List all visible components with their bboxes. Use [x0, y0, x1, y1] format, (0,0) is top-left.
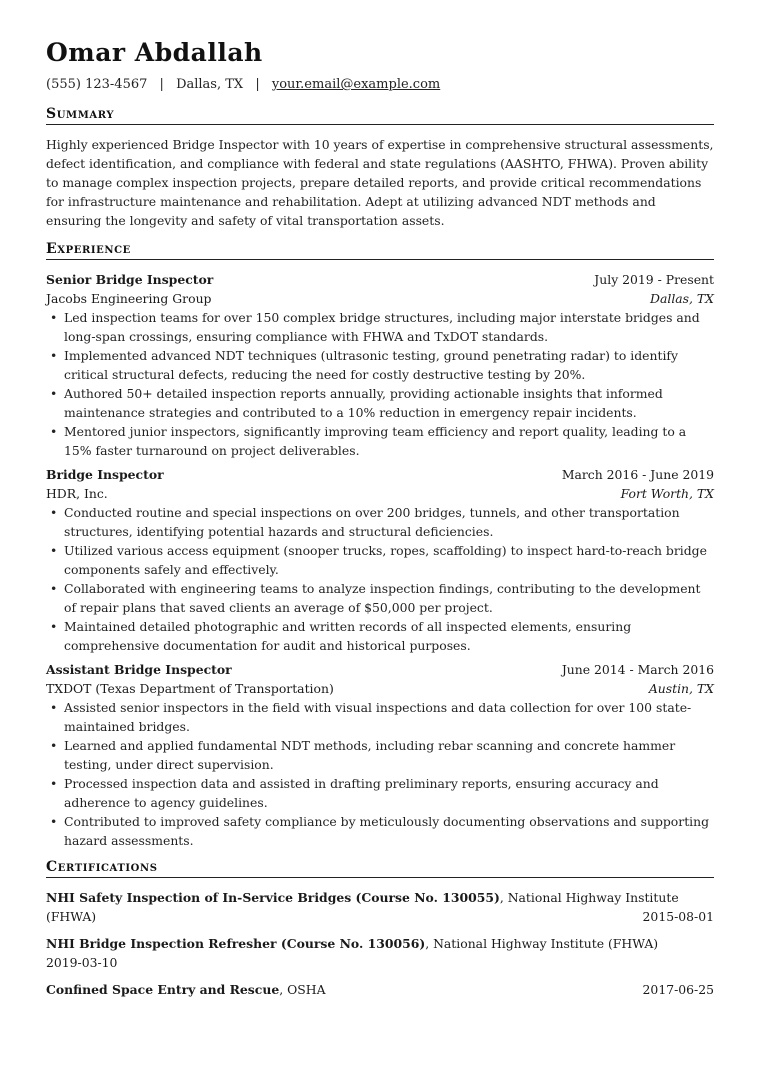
list-item: • Assisted senior inspectors in the field with visual inspections and data collection for over 100 state-maintained bridges.: [64, 698, 714, 736]
certification-title: NHI Bridge Inspection Refresher (Course No. 130056): [46, 936, 426, 951]
list-item: • Conducted routine and special inspections on over 200 bridges, tunnels, and other transportation structures, identifying potential hazards and structural deficiencies.: [64, 503, 714, 541]
job-location: Dallas, TX: [650, 291, 714, 306]
contact-line: [46, 77, 440, 92]
job-bullets: [46, 503, 714, 655]
certification-date: 2015-08-01: [642, 909, 714, 924]
contact-separator: |: [255, 77, 260, 92]
job-entry: [46, 270, 714, 460]
list-item: • Authored 50+ detailed inspection reports annually, providing actionable insights that informed maintenance strategies and contributed to a 10% reduction in emergency repair incidents.: [64, 384, 714, 422]
job-dates: July 2019 - Present: [594, 272, 714, 287]
section-heading-summary: Summary: [46, 106, 714, 125]
job-title: Assistant Bridge Inspector: [46, 662, 232, 677]
job-location: Austin, TX: [648, 681, 714, 696]
job-bullets: [46, 698, 714, 850]
job-header-row: [46, 270, 714, 289]
list-item: • Maintained detailed photographic and written records of all inspected elements, ensuring comprehensive documentation for audit and historical purposes.: [64, 617, 714, 655]
job-dates: March 2016 - June 2019: [561, 467, 714, 482]
location: Dallas, TX: [176, 77, 244, 92]
job-dates: June 2014 - March 2016: [561, 662, 714, 677]
certification-entry: [46, 934, 714, 972]
email-link[interactable]: your.email@example.com: [271, 77, 441, 92]
certification-entry: [46, 980, 714, 999]
job-location: Fort Worth, TX: [620, 486, 714, 501]
job-company-row: [46, 679, 714, 698]
job-header-row: [46, 660, 714, 679]
summary-text: Highly experienced Bridge Inspector with 10 years of expertise in comprehensive structural assessments, defect identification, and compliance with federal and state regulations (AASHTO, FHWA). Proven ability to manage complex inspection projects, prepare detailed reports, and provide critical recommendations for infrastructure maintenance and rehabilitation. Adept at utilizing advanced NDT methods and ensuring the longevity and safety of vital transportation assets.: [46, 137, 714, 228]
job-header-row: [46, 465, 714, 484]
list-item: • Led inspection teams for over 150 complex bridge structures, including major interstate bridges and long-span crossings, ensuring compliance with FHWA and TxDOT standards.: [64, 308, 714, 346]
certification-issuer: , OSHA: [279, 982, 326, 997]
job-bullets: [46, 308, 714, 460]
list-item: • Utilized various access equipment (snooper trucks, ropes, scaffolding) to inspect hard-to-reach bridge components safely and effectively.: [64, 541, 714, 579]
candidate-name: Omar Abdallah: [46, 38, 263, 67]
job-company-row: [46, 484, 714, 503]
section-heading-experience: Experience: [46, 241, 714, 260]
certification-date: 2019-03-10: [46, 955, 118, 970]
job-company: HDR, Inc.: [46, 486, 108, 501]
certification-date: 2017-06-25: [642, 982, 714, 997]
job-title: Senior Bridge Inspector: [46, 272, 214, 287]
contact-separator: |: [159, 77, 164, 92]
job-entry: [46, 660, 714, 850]
certification-issuer-continued: (FHWA): [46, 909, 97, 924]
job-company: TXDOT (Texas Department of Transportation): [46, 681, 334, 696]
certification-issuer: , National Highway Institute: [499, 890, 679, 905]
certification-title: NHI Safety Inspection of In-Service Bridges (Course No. 130055): [46, 890, 500, 905]
list-item: • Collaborated with engineering teams to analyze inspection findings, contributing to the development of repair plans that saved clients an average of $50,000 per project.: [64, 579, 714, 617]
job-company-row: [46, 289, 714, 308]
list-item: • Contributed to improved safety compliance by meticulously documenting observations and supporting hazard assessments.: [64, 812, 714, 850]
list-item: • Learned and applied fundamental NDT methods, including rebar scanning and concrete hammer testing, under direct supervision.: [64, 736, 714, 774]
job-company: Jacobs Engineering Group: [46, 291, 212, 306]
job-title: Bridge Inspector: [46, 467, 164, 482]
certification-issuer: , National Highway Institute (FHWA): [425, 936, 659, 951]
job-entry: [46, 465, 714, 655]
list-item: • Mentored junior inspectors, significantly improving team efficiency and report quality, leading to a 15% faster turnaround on project deliverables.: [64, 422, 714, 460]
list-item: • Processed inspection data and assisted in drafting preliminary reports, ensuring accuracy and adherence to agency guidelines.: [64, 774, 714, 812]
section-heading-certifications: Certifications: [46, 859, 714, 878]
list-item: • Implemented advanced NDT techniques (ultrasonic testing, ground penetrating radar) to identify critical structural defects, reducing the need for costly destructive testing by 20%.: [64, 346, 714, 384]
certification-title: Confined Space Entry and Rescue: [46, 982, 280, 997]
phone-number: (555) 123-4567: [46, 77, 148, 92]
certification-entry: [46, 888, 714, 926]
